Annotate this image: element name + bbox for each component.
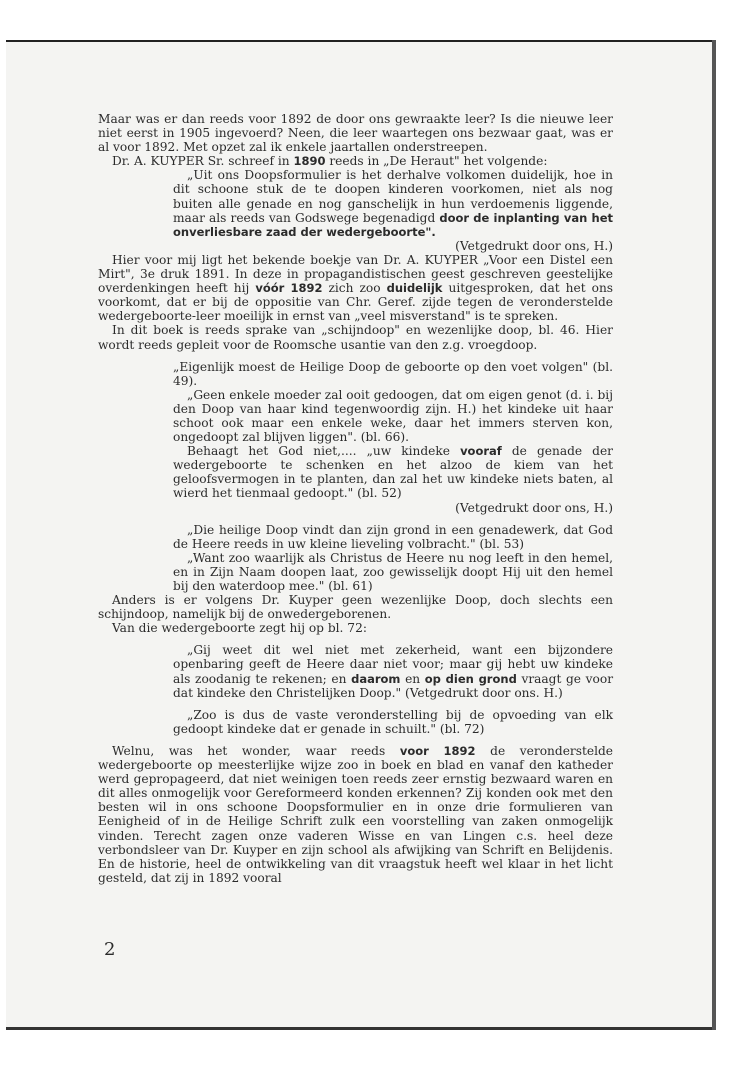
text-run: In dit boek is reeds sprake van „schijndoop" en wezenlijke doop, bl. 46. Hier wordt reeds gepleit voor de Roomsche usantie van den z.g. vroegdoop. <box>98 323 613 352</box>
text-run: de genade der wedergeboorte te schenken en het alzoo de kiem van het geloofsvermogen in te planten, dan zal het uw kindeke niets baten, al wierd het tienmaal gedoopt." (bl. 52) <box>173 444 614 501</box>
text-run: vraagt ge voor dat kindeke den Christelijken Doop." (Vetgedrukt door ons. H.) <box>173 671 614 700</box>
text-run: (Vetgedrukt door ons, H.) <box>455 238 613 253</box>
paragraph-schijndoop <box>98 323 613 351</box>
text-run: Maar was er dan reeds voor 1892 de door ons gewraakte leer? Is die nieuwe leer niet eerst in 1905 ingevoerd? Neen, die leer waartegen ons bezwaar gaat, was er al voor 1892. Met opzet zal ik enkele jaartallen onderstreepen. <box>98 112 613 155</box>
text-run: Behaagt het God niet,.... „uw kindeke <box>187 444 450 459</box>
text-run: „Uit ons Doopsformulier is het derhalve volkomen duidelijk, hoe in dit schoone stuk de te doopen kinderen voorkomen, niet als nog buiten alle genade en nog ganschelijk in hun verdoemenis liggende, maar als reeds van Godswege begenadigd <box>173 168 613 225</box>
bold-run: op dien grond <box>424 671 517 686</box>
quote-bl53 <box>173 523 613 551</box>
text-run: de veronderstelde wedergeboorte op meesterlijke wijze zoo in boek en blad en vanaf den katheder werd gepropageerd, dat niet weinigen toen reeds zeer ernstig bezwaard waren en dit alles onmogelijk voor Gereformeerd konden erkennen? Zij konden ook met den besten wil in ons schoone Doopsformulier en in onze drie formulieren van Eenigheid of in de Heilige Schrift zulk een voorstelling van zaken onmogelijk vinden. Terecht zagen onze vaderen Wisse en van Lingen c.s. heel deze verbondsleer van Dr. Kuyper en zijn school als afwijking van Schrift en Belijdenis. En de historie, heel de ontwikkeling van dit vraagstuk heeft wel klaar in het licht gesteld, dat zij in 1892 vooral <box>98 743 614 885</box>
emphasis-note <box>98 239 613 253</box>
quote-bl61 <box>173 551 613 593</box>
paragraph-intro <box>98 112 613 154</box>
text-run: „Die heilige Doop vindt dan zijn grond in een genadewerk, dat God de Heere reeds in uw kleine lieveling volbracht." (bl. 53) <box>173 522 613 551</box>
paragraph-welnu <box>98 744 613 885</box>
page-text <box>98 112 613 885</box>
text-run: (Vetgedrukt door ons, H.) <box>455 500 613 515</box>
text-run: uitgesproken, dat het ons voorkomt, dat er bij de oppositie van Chr. Geref. zijde tegen de veronderstelde wedergeboorte-leer moeilijk in ernst van „veel misverstand" is te spreken. <box>98 281 614 324</box>
text-run: „Gij weet dit wel niet met zekerheid, want een bijzondere openbaring geeft de Heere daar niet voor; maar gij hebt uw kindeke als zoodanig te rekenen; en <box>173 643 613 686</box>
bold-run: vooraf <box>460 444 502 459</box>
bold-run: voor 1892 <box>399 743 476 758</box>
page-edge <box>712 40 716 1030</box>
bold-run: vóór 1892 <box>255 281 323 296</box>
text-run: Hier voor mij ligt het bekende boekje van Dr. A. KUYPER „Voor een Distel een Mirt", 3e druk 1891. In deze in propagandistischen geest geschreven geestelijke overdenkingen heeft hij <box>98 252 613 296</box>
quote-bl66 <box>173 388 613 444</box>
text-run: Van die wedergeboorte zegt hij op bl. 72: <box>112 621 367 636</box>
text-run: Welnu, was het wonder, waar reeds <box>112 743 386 758</box>
text-run: „Eigenlijk moest de Heilige Doop de geboorte op den voet volgen" (bl. 49). <box>173 359 613 388</box>
paragraph-kuyper-heraut <box>98 154 613 168</box>
text-run: en <box>405 671 421 686</box>
paragraph-distel-mirt <box>98 253 613 323</box>
text-run: Dr. A. KUYPER Sr. schreef in <box>112 154 290 169</box>
text-run: Anders is er volgens Dr. Kuyper geen wezenlijke Doop, doch slechts een schijndoop, namelijk bij de onwedergeborenen. <box>98 593 613 622</box>
bold-run: daarom <box>351 671 401 686</box>
text-run: reeds in „De Heraut" het volgende: <box>329 154 548 169</box>
bold-run: door de inplanting van het onverliesbare zaad der wedergeboorte". <box>173 210 614 239</box>
text-run: „Geen enkele moeder zal ooit gedoogen, dat om eigen genot (d. i. bij den Doop van haar kind tegenwoordig zijn. H.) het kindeke uit haar schoot ook maar een enkele weke, daar het immers sterven kon, ongedoopt zal blijven liggen". (bl. 66). <box>173 387 613 445</box>
bold-run: 1890 <box>293 154 326 169</box>
quote-bl49 <box>173 360 613 388</box>
text-run: „Zoo is dus de vaste veronderstelling bij de opvoeding van elk gedoopt kindeke dat er genade in schuilt." (bl. 72) <box>173 707 613 736</box>
quote-bl52 <box>173 444 613 500</box>
quote-bl72a <box>173 643 613 699</box>
paragraph-anders <box>98 593 613 621</box>
page-number: 2 <box>104 939 116 960</box>
text-run: „Want zoo waarlijk als Christus de Heere nu nog leeft in den hemel, en in Zijn Naam doopen laat, zoo gewisselijk doopt Hij uit den hemel bij den waterdoop mee." (bl. 61) <box>173 550 613 593</box>
bold-run: duidelijk <box>386 281 443 296</box>
emphasis-note <box>98 501 613 515</box>
paragraph-bl72-intro <box>98 621 613 635</box>
quote-bl72b <box>173 708 613 736</box>
quote-heraut <box>173 168 613 238</box>
text-run: zich zoo <box>328 281 381 296</box>
